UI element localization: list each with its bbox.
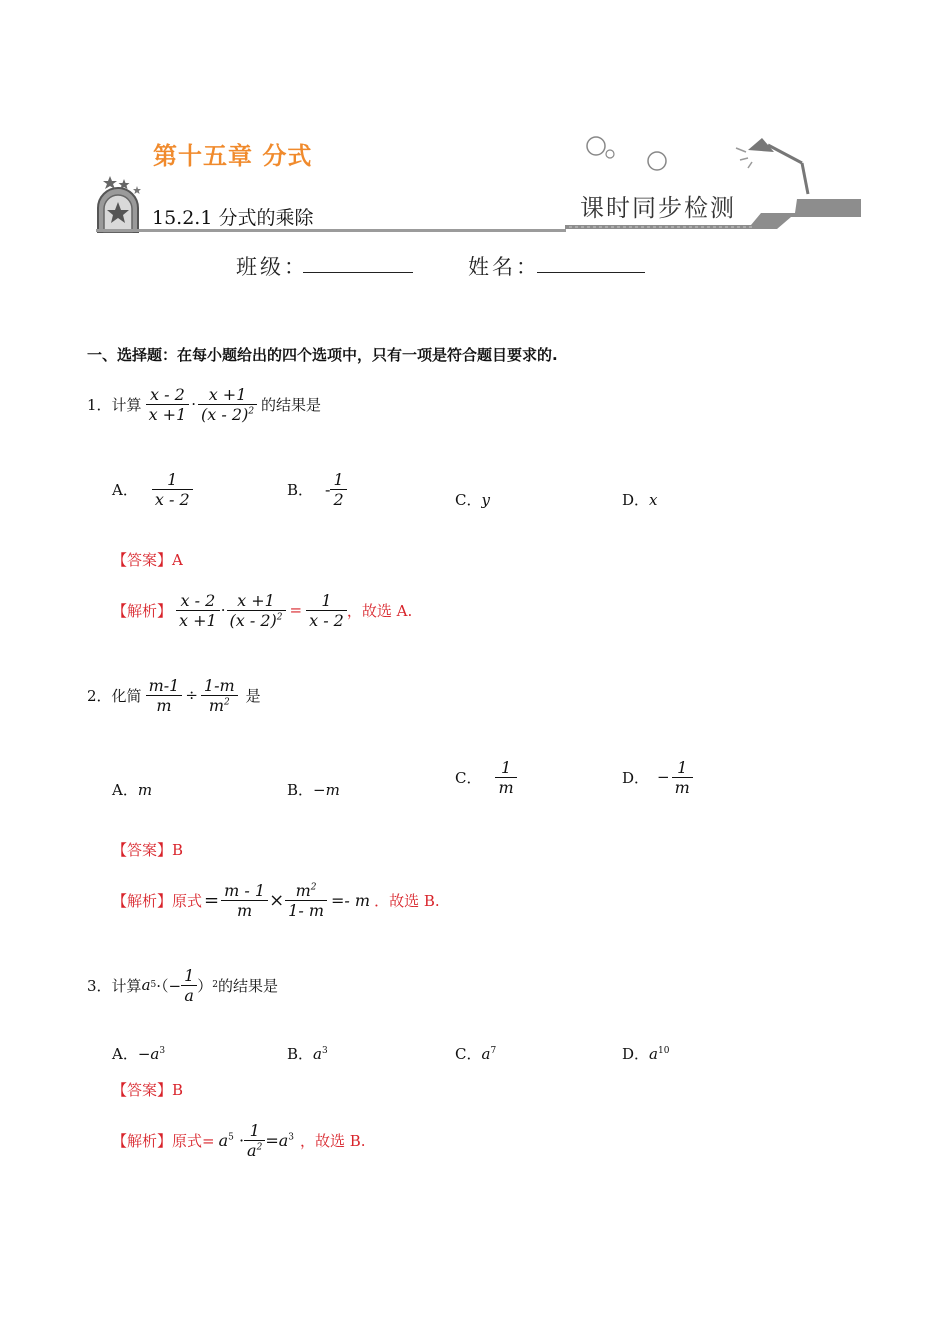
name-field[interactable] bbox=[537, 250, 645, 273]
answer-1: 【答案】A bbox=[112, 551, 183, 569]
analysis-3: 【解析】 原式= $a^5$ · $\frac{1}{a^2}$ $=a^3$ ，故选 B. bbox=[112, 1120, 366, 1160]
option-d[interactable]: D．x bbox=[622, 491, 658, 509]
question-3: 3． 计算 a 5 ·（− $\frac{1}{a}$ ） 2 的结果是 bbox=[87, 965, 279, 1005]
option-a[interactable]: A．$-a^3$ bbox=[112, 1045, 166, 1063]
option-a[interactable]: A．m bbox=[112, 781, 153, 799]
option-b[interactable]: B．$a^3$ bbox=[287, 1045, 328, 1063]
option-b[interactable]: B． - $\frac{1}{2}$ bbox=[287, 464, 347, 514]
fraction: $\frac{x - 2}{x +1}$ bbox=[146, 385, 190, 424]
analysis-2: 【解析】 原式 = $\frac{m - 1}{m}$ × $\frac{m^2}{1- m}$ =- m ．故选 B. bbox=[112, 880, 440, 920]
option-b[interactable]: B．−m bbox=[287, 781, 340, 799]
option-c[interactable]: C． $\frac{1}{m}$ bbox=[455, 752, 517, 802]
chapter-title: 第十五章 分式 bbox=[153, 142, 313, 170]
fraction: $\frac{x +1}{(x - 2)^2}$ bbox=[198, 385, 257, 424]
question-suffix: 的结果是 bbox=[261, 395, 322, 414]
option-d[interactable]: D．$a^{10}$ bbox=[622, 1045, 670, 1063]
answer-3: 【答案】B bbox=[112, 1081, 184, 1099]
class-field[interactable] bbox=[303, 250, 413, 273]
sync-label: 课时同步检测 bbox=[580, 194, 736, 222]
section-title: 15.2.1 分式的乘除 bbox=[152, 207, 314, 229]
question-number: 1． bbox=[87, 395, 112, 414]
bubbles-decoration bbox=[580, 134, 680, 184]
page-header bbox=[0, 0, 950, 300]
analysis-1: 【解析】 $\frac{x - 2}{x +1}$ · $\frac{x +1}{(x - 2)^2}$ = $\frac{1}{x - 2}$ ，故选 A. bbox=[112, 590, 413, 630]
question-prefix: 计算 bbox=[111, 395, 142, 414]
option-c[interactable]: C．$a^7$ bbox=[455, 1045, 497, 1063]
option-d[interactable]: D． − $\frac{1}{m}$ bbox=[622, 752, 693, 802]
star-badge-icon bbox=[92, 172, 154, 234]
option-c[interactable]: C．y bbox=[455, 491, 490, 509]
section-heading: 一、选择题：在每小题给出的四个选项中，只有一项是符合题目要求的. bbox=[87, 346, 558, 364]
name-label: 姓名： bbox=[468, 255, 540, 279]
question-1: 1． 计算 $\frac{x - 2}{x +1}$ · $\frac{x +1}{(x - 2)^2}$ 的结果是 bbox=[87, 384, 322, 424]
class-label: 班级： bbox=[236, 255, 308, 279]
sync-banner-bar bbox=[565, 195, 861, 231]
answer-2: 【答案】B bbox=[112, 841, 184, 859]
desk-lamp-icon bbox=[730, 128, 820, 198]
option-a[interactable]: A． $\frac{1}{x - 2}$ bbox=[112, 464, 193, 514]
question-2: 2． 化简 $\frac{m-1}{m}$ ÷ $\frac{1-m}{m^2}$ 是 bbox=[87, 675, 261, 715]
